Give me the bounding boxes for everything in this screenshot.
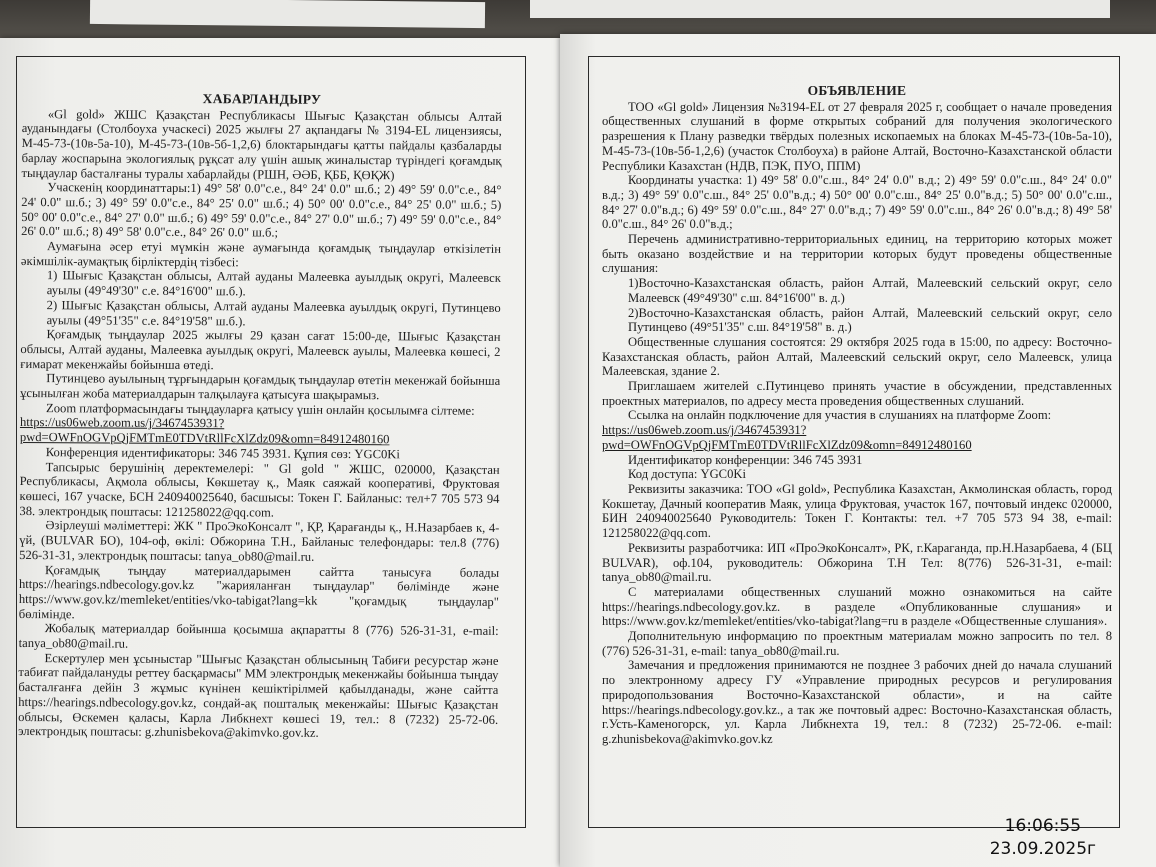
paragraph: Дополнительную информацию по проектным материалам можно запросить по тел. 8 (776) 526-31-31, e-mail: tanya_ob80@mail.ru.: [602, 629, 1112, 658]
paragraph: Путинцево ауылының тұрғындарын қоғамдық тыңдаулар өтетін мекенжай бойынша ұсынылған жоба материалдарын талқылауға қатысуға шақырамыз.: [20, 371, 501, 403]
paragraph: «Gl gold» ЖШС Қазақстан Республикасы Шығыс Қазақстан облысы Алтай ауданындағы (Столбоуха учаскесі) 2025 жылғы 27 ақпандағы № 3194-EL лицензиясы, М-45-73-(10в-5а-10), М-45-73-(10в-5б-1,2,6) блоктарындағы қатты пайдалы қазбаларды барлау жоспарына экологиялық рұқсат алу үшін ашық жиналыстар түріндегі қоғамдық тыңдаулар басталғаны туралы хабарлайды (РШН, ӘӘБ, ҚББ, ҚӨҚЖ): [21, 106, 502, 182]
list-item: 1)Восточно-Казахстанская область, район Алтай, Малеевский сельский округ, село Малеевск (49°49'30" с.ш. 84°16'00" в. д.): [628, 276, 1112, 305]
paragraph: Реквизиты разработчика: ИП «ПроЭкоКонсалт», РК, г.Караганда, пр.Н.Назарбаева, 4 (БЦ BULVAR), оф.104, руководитель: Обжорина Т.Н Тел: 8(776) 526-31-31, e-mail: tanya_ob80@mail.ru.: [602, 540, 1112, 585]
paragraph: Қоғамдық тыңдаулар 2025 жылғы 29 қазан сағат 15:00-де, Шығыс Қазақстан облысы, Алтай ауданы, Малеевка ауылдық округі, Малеевск ауылы, Малеевка көшесі, 2 ғимарат мекенжайы бойынша өтеді.: [20, 327, 501, 372]
paragraph: Ссылка на онлайн подключение для участия в слушаниях на платформе Zoom:: [628, 408, 1052, 423]
paragraph: ТОО «Gl gold» Лицензия №3194-EL от 27 февраля 2025 г, сообщает о начале проведения общественных слушаний в форме открытых собраний для получения экологического разрешения к Плану разведки твёрдых полезных ископаемых на блоках М-45-73-(10в-5а-10), М-45-73-(10в-5б-1,2,6) (участок Столбоуха) в районе Алтай, Восточно-Казахстанской области Республики Казахстан (НДВ, ПЭК, ПУО, ППМ): [602, 99, 1112, 173]
paragraph: Приглашаем жителей с.Путинцево принять участие в обсуждении, представленных проектных материалов, по адресу места проведения общественных слушаний.: [602, 379, 1112, 408]
paragraph: Идентификатор конференции: 346 745 3931: [628, 452, 863, 467]
paragraph: Тапсырыс берушінің деректемелері: " Gl gold " ЖШС, 020000, Қазақстан Республикасы, Ақмола облысы, Көкшетау қ., Маяк саяжай кооперативі, Фруктовая көшесі, 167 учаске, БСН 240940025640, басшысы: Токен Г. Байланыс: тел+7 705 573 94 38. электрондық поштасы: 121258022@qq.com.: [19, 459, 500, 520]
timestamp-date: 23.09.2025г: [989, 839, 1096, 859]
right-notice: [602, 84, 1112, 747]
paragraph: Код доступа: YGC0Ki: [628, 467, 746, 482]
paragraph: Замечания и предложения принимаются не позднее 3 рабочих дней до начала слушаний по электронному адресу ГУ «Управление природных ресурсов и регулирования природопользования Восточно-Казахстанской области», и на сайте https://hearings.ndbecology.gov.kz., а так же почтовый адрес: Восточно-Казахстанская область, г.Усть-Каменогорск, ул. Карла Либкнехта 19, тел.: 8 (7232) 25-72-06. e-mail: g.zhunisbekova@akimvko.gov.kz: [602, 658, 1112, 746]
paragraph: Координаты участка: 1) 49° 58' 0.0"с.ш., 84° 24' 0.0" в.д.; 2) 49° 59' 0.0"с.ш., 84° 24' 0.0" в.д.; 3) 49° 59' 0.0"с.ш., 84° 25' 0.0"в.д.; 4) 50° 00' 0.0"с.ш., 84° 25' 0.0"в.д.; 5) 50° 00' 0.0"с.ш., 84° 27' 0.0"в.д.; 6) 49° 59' 0.0"с.ш., 84° 27' 0.0"в.д.; 7) 49° 59' 0.0"с.ш., 84° 26' 0.0"в.д.; 8) 49° 58' 0.0"с.ш., 84° 26' 0.0"в.д.;: [602, 173, 1112, 232]
paragraph: С материалами общественных слушаний можно ознакомиться на сайте https://hearings.ndbecology.gov.kz. в разделе «Опубликованные слушания» и https://www.gov.kz/memleket/entities/vko-tabigat?lang=ru в разделе «Общественные слушания».: [602, 584, 1112, 629]
paragraph: Жобалық материалдар бойынша қосымша ақпаратты 8 (776) 526-31-31, e-mail: tanya_ob80@mail.ru.: [18, 621, 499, 651]
paragraph: Аумағына әсер етуі мүмкін және аумағында қоғамдық тыңдаулар өткізілетін әкімшілік-аумақтық бірліктердің тізбесі:: [20, 239, 502, 270]
paragraph: Ескертулер мен ұсыныстар "Шығыс Қазақстан облысының Табиғи ресурстар және табиғат пайдалануды реттеу басқармасы" ММ электрондық мекенжайы бойынша тыңдау басталғанға дейін 3 жұмыс күнінен кешіктірілмей қабылданады, және сайтта https://hearings.ndbecology.gov.kz, сондай-ақ пошталық мекенжайы: Шығыс Қазақстан облысы, Өскемен қаласы, Карла Либкнехт көшесі 19, тел.: 8 (7232) 25-72-06. электрондық поштасы: g.zhunisbekova@akimvko.gov.kz.: [18, 650, 499, 741]
zoom-link: https://us06web.zoom.us/j/3467453931?pwd=OWFnOGVpQjFMTmE0TDVtRllFcXlZdz09&omn=84912480160: [602, 423, 972, 452]
list-item: 1) Шығыс Қазақстан облысы, Алтай ауданы Малеевка ауылдық округі, Малеевск ауылы (49°49'30" с.е. 84°16'00" ш.б.).: [46, 268, 501, 299]
timestamp-stamp: [990, 815, 1096, 861]
timestamp-time: 16:06:55: [1004, 816, 1082, 836]
background-paper-right: [530, 0, 1110, 18]
list-item: 2)Восточно-Казахстанская область, район Алтай, Малеевский сельский округ, село Путинцево (49°51'35" с.ш. 84°19'58" в. д.): [628, 305, 1112, 335]
paragraph: Общественные слушания состоятся: 29 октября 2025 года в 15:00, по адресу: Восточно-Казахстанская область, район Алтай, Малеевский сельский округ, село Малеевск, улица Малеевская, здание 2.: [602, 334, 1112, 379]
left-notice: [18, 91, 502, 742]
paragraph: Учаскенің координаттары:1) 49° 58' 0.0"с.е., 84° 24' 0.0" ш.б.; 2) 49° 59' 0.0"с.е., 84° 24' 0.0" ш.б.; 3) 49° 59' 0.0"с.е., 84° 25' 0.0" ш.б.; 4) 50° 00' 0.0"с.е., 84° 25' 0.0" ш.б.; 5) 50° 00' 0.0"с.е., 84° 27' 0.0" ш.б.; 6) 49° 59' 0.0"с.е., 84° 27' 0.0" ш.б.; 7) 49° 59' 0.0"с.е., 84° 26' 0.0" ш.б.; 8) 49° 58' 0.0"с.е., 84° 26' 0.0" ш.б.;: [21, 180, 502, 240]
paragraph: Қоғамдық тыңдау материалдарымен сайтта танысуға болады https://hearings.ndbecology.gov.kz "жарияланған тыңдаулар" бөлімінде және https://www.gov.kz/memleket/entities/vko-tabigat?lang=kk "қоғамдық тыңдаулар" бөлімінде.: [18, 562, 500, 621]
left-notice-title: ХАБАРЛАНДЫРУ: [202, 91, 322, 107]
background-paper-left: [90, 0, 485, 28]
right-notice-title: ОБЪЯВЛЕНИЕ: [807, 83, 907, 98]
list-item: 2) Шығыс Қазақстан облысы, Алтай ауданы Малеевка ауылдық округі, Путинцево ауылы (49°51'35" с.е. 84°19'58" ш.б.).: [46, 297, 501, 328]
paragraph: Конференция идентификаторы: 346 745 3931. Құпия сөз: YGC0Ki: [45, 445, 400, 462]
paragraph: Перечень административно-территориальных единиц, на территорию которых может быть оказано воздействие и на территории которых будут проведены общественные слушания:: [602, 232, 1112, 276]
zoom-link: https://us06web.zoom.us/j/3467453931?pwd=OWFnOGVpQjFMTmE0TDVtRllFcXlZdz09&omn=84912480160: [19, 415, 390, 447]
paragraph: Zoom платформасындағы тыңдауларға қатысу үшін онлайн қосылымға сілтеме:: [46, 400, 475, 418]
paragraph: Әзірлеуші мәліметтері: ЖК " ПроЭкоКонсалт ", ҚР, Қарағанды қ., Н.Назарбаев к, 4-үй, (BULVAR БО), 104-оф, өкілі: Обжорина Т.Н., Байланыс телефондары: тел.8 (776) 526-31-31, электрондық поштасы: tanya_ob80@mail.ru.: [19, 518, 500, 564]
paragraph: Реквизиты заказчика: ТОО «Gl gold», Республика Казахстан, Акмолинская область, город Кокшетау, Дачный кооператив Маяк, улица Фруктовая, участок 167, почтовый индекс 020000, БИН 240940025640 Руководитель: Токен Г. Контакты: тел. +7 705 573 94 38, e-mail: 121258022@qq.com.: [602, 481, 1112, 541]
